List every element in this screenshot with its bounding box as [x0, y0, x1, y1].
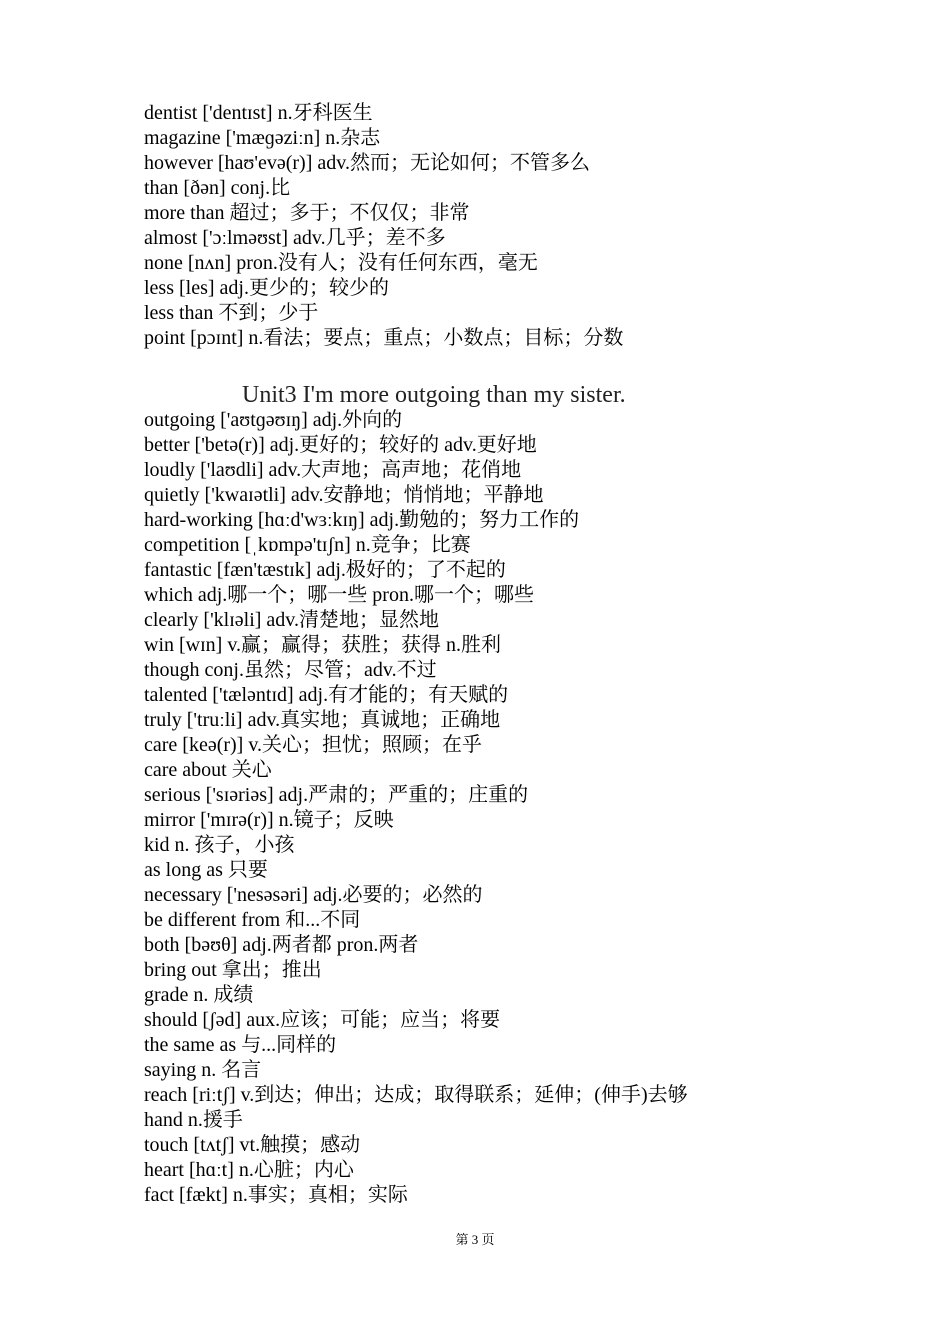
vocab-entry: better ['betə(r)] adj.更好的；较好的 adv.更好地	[144, 434, 537, 456]
vocab-entry: serious ['sɪəriəs] adj.严肃的；严重的；庄重的	[144, 784, 529, 806]
vocab-entry: as long as 只要	[144, 859, 268, 881]
vocab-entry: should [ʃəd] aux.应该；可能；应当；将要	[144, 1009, 501, 1031]
vocab-entry: outgoing ['aʊtɡəʊɪŋ] adj.外向的	[144, 409, 403, 431]
vocab-entry: hand n.援手	[144, 1109, 243, 1131]
vocab-entry: win [wɪn] v.赢；赢得；获胜；获得 n.胜利	[144, 634, 502, 656]
vocab-entry: the same as 与...同样的	[144, 1034, 337, 1056]
vocab-entry: magazine ['mæɡəziːn] n.杂志	[144, 127, 381, 149]
vocab-entry: however [haʊ'evə(r)] adv.然而；无论如何；不管多么	[144, 152, 590, 174]
vocab-entry: quietly ['kwaɪətli] adv.安静地；悄悄地；平静地	[144, 484, 544, 506]
vocab-entry: loudly ['laʊdli] adv.大声地；高声地；花俏地	[144, 459, 522, 481]
vocab-entry: bring out 拿出；推出	[144, 959, 322, 981]
vocab-entry: less than 不到；少于	[144, 302, 319, 324]
vocab-entry: clearly ['klɪəli] adv.清楚地；显然地	[144, 609, 440, 631]
vocab-entry: heart [hɑːt] n.心脏；内心	[144, 1159, 354, 1181]
vocab-entry: mirror ['mɪrə(r)] n.镜子；反映	[144, 809, 394, 831]
vocab-entry: kid n. 孩子，小孩	[144, 834, 295, 856]
vocab-entry: fact [fækt] n.事实；真相；实际	[144, 1184, 408, 1206]
vocab-entry: touch [tʌtʃ] vt.触摸；感动	[144, 1134, 361, 1156]
page-number: 第 3 页	[455, 1232, 495, 1247]
vocab-entry: hard-working [hɑːd'wɜːkɪŋ] adj.勤勉的；努力工作的	[144, 509, 580, 531]
vocab-entry: both [bəʊθ] adj.两者都 pron.两者	[144, 934, 419, 956]
vocab-entry: dentist ['dentɪst] n.牙科医生	[144, 102, 373, 124]
vocab-entry: necessary ['nesəsəri] adj.必要的；必然的	[144, 884, 483, 906]
vocab-entry: less [les] adj.更少的；较少的	[144, 277, 389, 299]
vocab-entry: truly ['truːli] adv.真实地；真诚地；正确地	[144, 709, 501, 731]
vocab-list-part1	[144, 101, 904, 351]
vocab-entry: fantastic [fæn'tæstɪk] adj.极好的；了不起的	[144, 559, 506, 581]
vocab-entry: point [pɔɪnt] n.看法；要点；重点；小数点；目标；分数	[144, 327, 624, 349]
vocab-entry: talented ['tæləntɪd] adj.有才能的；有天赋的	[144, 684, 509, 706]
vocab-entry: saying n. 名言	[144, 1059, 262, 1081]
vocab-entry: than [ðən] conj.比	[144, 177, 291, 199]
vocab-entry: reach [riːtʃ] v.到达；伸出；达成；取得联系；延伸；(伸手)去够	[144, 1084, 688, 1106]
vocab-entry: grade n. 成绩	[144, 984, 254, 1006]
vocab-entry: almost ['ɔːlməʊst] adv.几乎；差不多	[144, 227, 446, 249]
vocab-entry: care about 关心	[144, 759, 272, 781]
vocab-list-part2	[144, 408, 904, 1208]
vocab-entry: care [keə(r)] v.关心；担忧；照顾；在乎	[144, 734, 483, 756]
vocab-entry: though conj.虽然；尽管；adv.不过	[144, 659, 437, 681]
unit-heading: Unit3 I'm more outgoing than my sister.	[242, 382, 626, 408]
vocab-entry: more than 超过；多于；不仅仅；非常	[144, 202, 470, 224]
vocab-entry: be different from 和...不同	[144, 909, 361, 931]
vocab-entry: which adj.哪一个；哪一些 pron.哪一个；哪些	[144, 584, 534, 606]
vocab-entry: competition [ˌkɒmpə'tɪʃn] n.竞争；比赛	[144, 534, 471, 556]
vocab-entry: none [nʌn] pron.没有人；没有任何东西，毫无	[144, 252, 538, 274]
